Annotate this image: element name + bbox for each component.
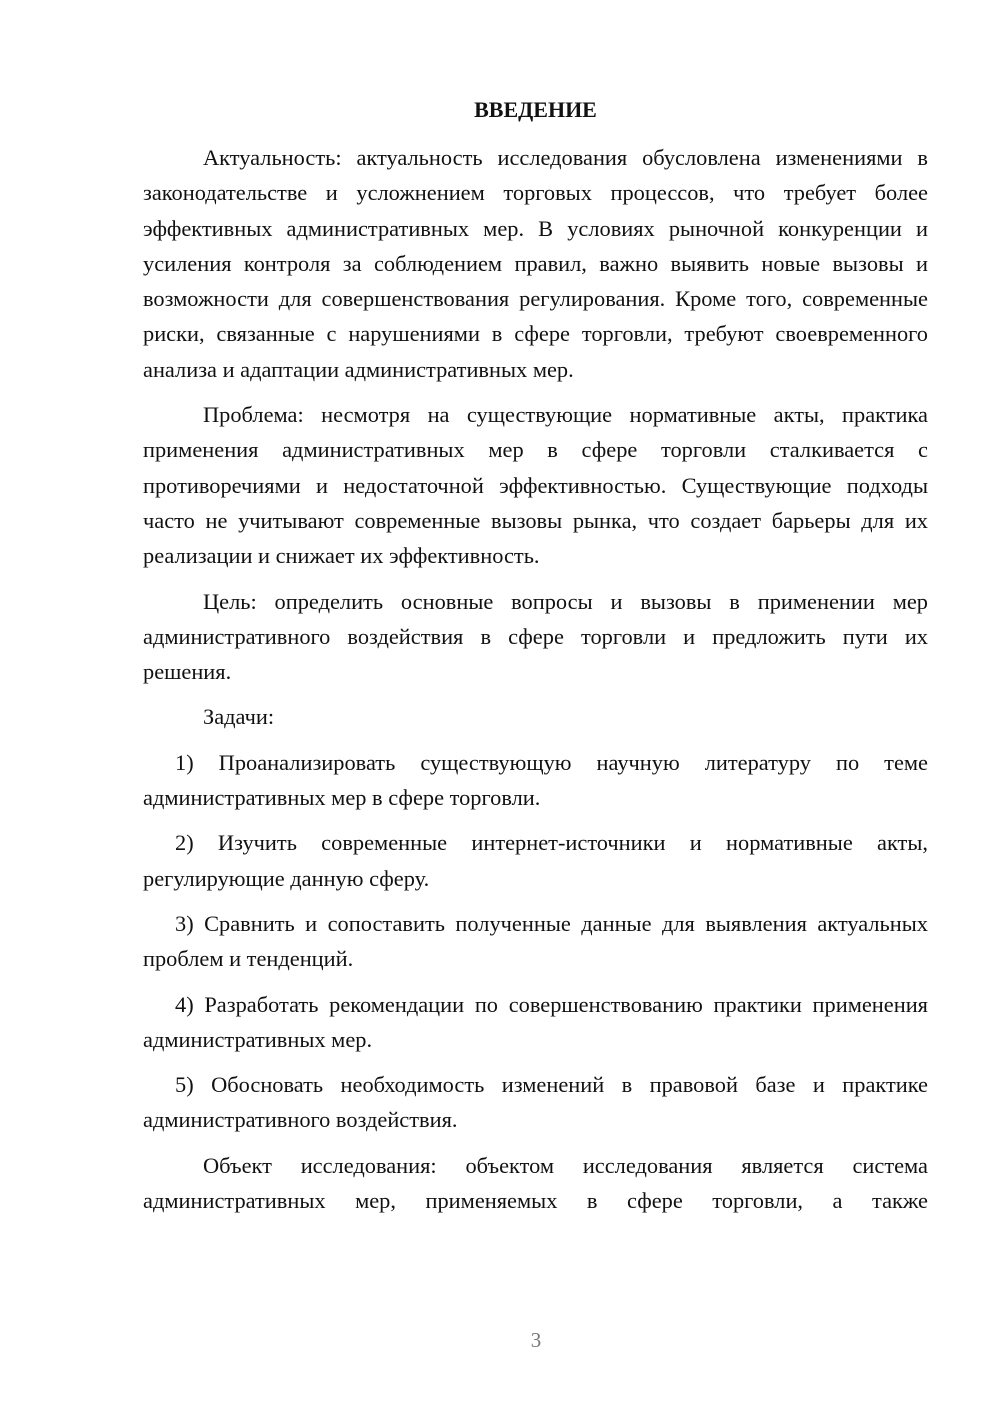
task-item-4: 4) Разработать рекомендации по совершенствованию практики применения административных мер. <box>143 991 928 1052</box>
paragraph-goal: Цель: определить основные вопросы и вызовы в применении мер административного воздействия в сфере торговли и предложить пути их решения. <box>143 588 928 685</box>
document-page <box>143 92 928 1228</box>
section-title: ВВЕДЕНИЕ <box>474 97 597 122</box>
page-number: 3 <box>530 1328 542 1352</box>
paragraph-problem: Проблема: несмотря на существующие нормативные акты, практика применения административных мер в сфере торговли сталкивается с противоречиями и недостаточной эффективностью. Существующие подходы часто не учитывают современные вызовы рынка, что создает барьеры для их реализации и снижает их эффективность. <box>143 402 928 569</box>
paragraph-object: Объект исследования: объектом исследования является система административных мер, применяемых в сфере торговли, а также <box>143 1152 928 1214</box>
task-item-1: 1) Проанализировать существующую научную литературу по теме административных мер в сфере торговли. <box>143 749 928 811</box>
task-item-2: 2) Изучить современные интернет-источники и нормативные акты, регулирующие данную сферу. <box>143 830 928 891</box>
paragraph-tasks-heading: Задачи: <box>203 704 275 730</box>
task-item-5: 5) Обосновать необходимость изменений в правовой базе и практике административного воздействия. <box>143 1072 928 1133</box>
task-item-3: 3) Сравнить и сопоставить полученные данные для выявления актуальных проблем и тенденций. <box>143 910 928 972</box>
paragraph-relevance: Актуальность: актуальность исследования обусловлена изменениями в законодательстве и усложнением торговых процессов, что требует более эффективных административных мер. В условиях рыночной конкуренции и усиления контроля за соблюдением правил, важно выявить новые вызовы и возможности для совершенствования регулирования. Кроме того, современные риски, связанные с нарушениями в сфере торговли, требуют своевременного анализа и адаптации административных мер. <box>143 145 928 382</box>
